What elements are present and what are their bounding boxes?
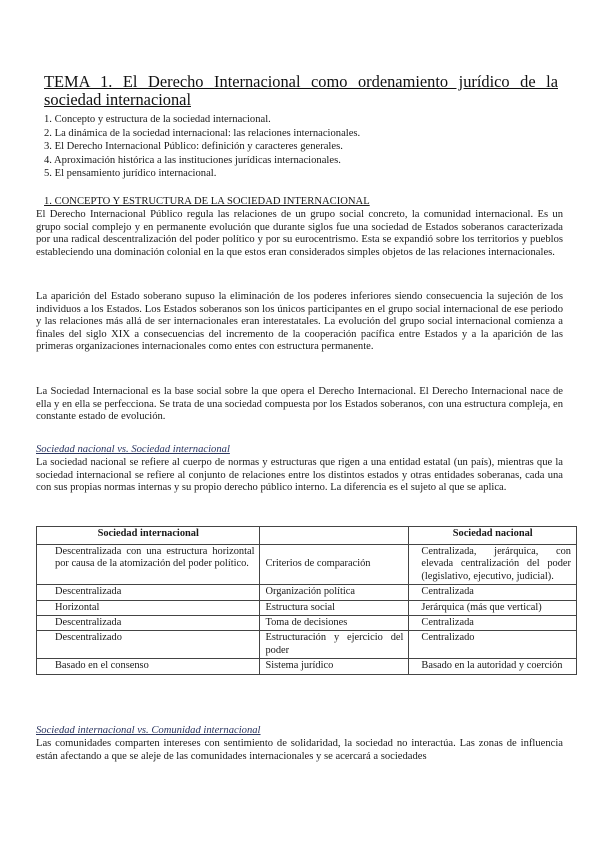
- document-title: TEMA 1. El Derecho Internacional como ordenamiento jurídico de la sociedad internacional: [44, 72, 558, 109]
- toc-item: 1. Concepto y estructura de la sociedad internacional.: [44, 114, 271, 125]
- table-row: [37, 545, 577, 585]
- table-header-row: [37, 527, 577, 545]
- table-row: [37, 631, 577, 659]
- table-cell: Basado en el consenso: [37, 659, 260, 674]
- table-cell: Centralizada: [409, 585, 577, 600]
- toc-item: 3. El Derecho Internacional Público: definición y caracteres generales.: [44, 141, 343, 153]
- table-cell: Centralizada: [409, 616, 577, 631]
- table-cell: Horizontal: [37, 600, 260, 615]
- table-cell: Estructura social: [260, 600, 409, 615]
- paragraph-state: La aparición del Estado soberano supuso la eliminación de los poderes inferiores siendo consecuencia la sujeción de los individuos a los Estados. Los Estados soberanos son los únicos participantes en el grupo social internacional de ese periodo y las relaciones más allá de ser internacionales eran interestatales. La evolución del grupo social internacional comienza a finales del siglo XIX a consecuencias del incremento de la cooperación pacífica entre Estados y a la aparición de las primeras organizaciones internacionales como entes con estructura permanente.: [36, 291, 563, 353]
- table-cell: Toma de decisiones: [260, 616, 409, 631]
- section-heading: 1. CONCEPTO Y ESTRUCTURA DE LA SOCIEDAD INTERNACIONAL: [44, 196, 370, 207]
- toc-item: 2. La dinámica de la sociedad internacional: las relaciones internacionales.: [44, 127, 361, 139]
- table-of-contents: [44, 113, 564, 181]
- table-cell: Descentralizado: [37, 631, 260, 659]
- table-cell: Criterios de comparación: [260, 545, 409, 585]
- header-international: Sociedad internacional: [37, 527, 260, 545]
- paragraph-community: Las comunidades comparten intereses con sentimiento de solidaridad, la sociedad no interactúa. Las zonas de influencia están afectando a que se aleje de las comunidades internacionales y se acercará a sociedades: [36, 738, 563, 762]
- subheading-national-vs-international: Sociedad nacional vs. Sociedad internacional: [36, 444, 230, 455]
- toc-item: 5. El pensamiento jurídico internacional.: [44, 168, 217, 180]
- table-cell: Centralizada, jerárquica, con elevada centralización del poder (legislativo, ejecutivo, judicial).: [409, 545, 577, 585]
- comparison-table: [36, 526, 577, 675]
- table-cell: Estructuración y ejercicio del poder: [260, 631, 409, 659]
- table-row: [37, 616, 577, 631]
- table-row: [37, 585, 577, 600]
- table-cell: Sistema jurídico: [260, 659, 409, 674]
- table-cell: Descentralizada: [37, 616, 260, 631]
- table-cell: Descentralizada: [37, 585, 260, 600]
- table-cell: Descentralizada con una estructura horizontal por causa de la atomización del poder político.: [37, 545, 260, 585]
- toc-item: 4. Aproximación histórica a las instituciones jurídicas internacionales.: [44, 154, 341, 166]
- table-cell: Organización política: [260, 585, 409, 600]
- subheading-society-vs-community: Sociedad internacional vs. Comunidad internacional: [36, 725, 261, 736]
- paragraph-society: La Sociedad Internacional es la base social sobre la que opera el Derecho Internacional. El Derecho Internacional nace de ella y en ella se perfecciona. Se trata de una sociedad compuesta por los Estados soberanos, con una estructura compleja, en constante estado de evolución.: [36, 386, 563, 423]
- header-criteria: [260, 527, 409, 545]
- table-cell: Basado en la autoridad y coerción: [409, 659, 577, 674]
- paragraph-national: La sociedad nacional se refiere al cuerpo de normas y estructuras que rigen a una entidad estatal (un país), mientras que la sociedad internacional se refiere al conjunto de relaciones entre los distintos estados y otras entidades soberanas, cada una con sus propias normas internas y su propio derecho público interno. La diferencia es el sujeto al que se aplica.: [36, 457, 563, 494]
- table-cell: Centralizado: [409, 631, 577, 659]
- table-cell: Jerárquica (más que vertical): [409, 600, 577, 615]
- table-row: [37, 659, 577, 674]
- header-national: Sociedad nacional: [409, 527, 577, 545]
- paragraph-intro: El Derecho Internacional Público regula las relaciones de un grupo social concreto, la comunidad internacional. Es un grupo social complejo y en permanente evolución que durante siglos fue una sociedad de Estados soberanos caracterizada por una radical descentralización del poder político y por su eurocentrismo. Esta se expandió sobre los territorios y pueblos estableciendo una dominación colonial en la que estos eran considerados simples objetos de las relaciones internacionales.: [36, 209, 563, 258]
- table-row: [37, 600, 577, 615]
